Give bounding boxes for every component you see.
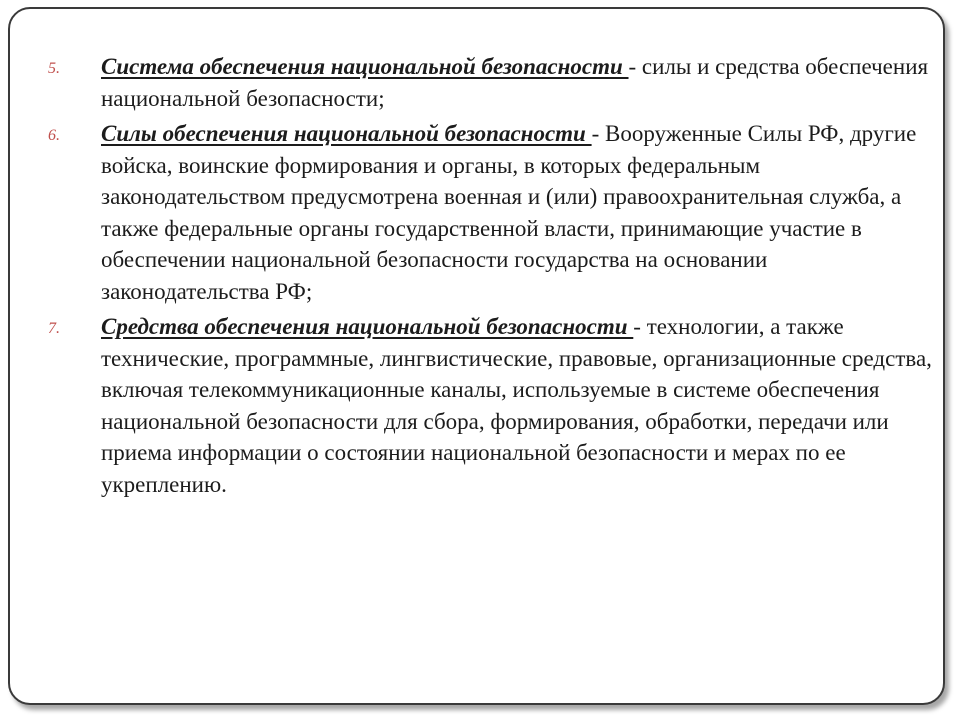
item-number: 5. bbox=[48, 60, 60, 77]
item-text: - Вооруженные Силы РФ, другие войска, воинские формирования и органы, в которых федеральным законодательством предусмотрена военная и (или) правоохранительная служба, а также федеральные органы государственной власти, принимающие участие в обеспечении национальной безопасности государства на основании законодательства РФ; bbox=[101, 121, 917, 304]
definition-list bbox=[48, 51, 938, 504]
item-text: - технологии, а также технические, программные, лингвистические, правовые, организационные средства, включая телекоммуникационные каналы, используемые в системе обеспечения национальной безопасности для сбора, формирования, обработки, передачи или приема информации о состоянии национальной безопасности и мерах по ее укреплению. bbox=[101, 314, 932, 497]
item-text: - силы и средства обеспечения национальной безопасности; bbox=[101, 54, 929, 111]
item-term: Система обеспечения национальной безопасности bbox=[101, 54, 629, 79]
slide-frame bbox=[8, 7, 945, 705]
item-term: Средства обеспечения национальной безопасности bbox=[101, 314, 634, 339]
item-number: 6. bbox=[48, 127, 60, 144]
item-number: 7. bbox=[48, 320, 60, 337]
list-item bbox=[48, 51, 938, 114]
list-item bbox=[48, 311, 938, 500]
item-term: Силы обеспечения национальной безопасности bbox=[101, 121, 592, 146]
list-item bbox=[48, 118, 938, 307]
